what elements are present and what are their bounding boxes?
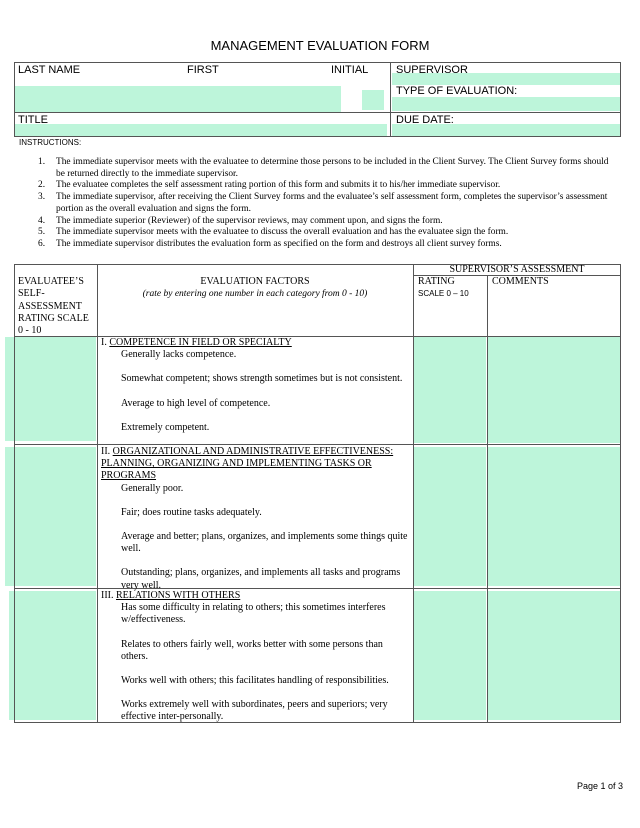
supervisors-assessment-header: SUPERVISOR’S ASSESSMENT [449,264,585,275]
last-name-label: LAST NAME [18,64,81,76]
evaluation-factors-header: EVALUATION FACTORS [200,276,310,287]
factor-option: Generally poor. [121,482,184,494]
rating-scale: SCALE 0 – 10 [418,289,469,298]
factor-option: Relates to others fairly well, works better with some persons than others. [121,638,383,662]
title-label: TITLE [18,114,48,126]
self-rating-cell-2[interactable] [5,447,96,586]
self-rating-cell-1[interactable] [5,337,96,441]
factor-heading: II. ORGANIZATIONAL AND ADMINISTRATIVE EFFECTIVENESS: PLANNING, ORGANIZING AND IMPLEMENTING TASKS OR PROGRAMS [101,446,394,482]
first-label: FIRST [187,64,219,76]
form-title: MANAGEMENT EVALUATION FORM [210,38,430,53]
factor-option: Fair; does routine tasks adequately. [121,506,262,518]
factor-option: Works well with others; this facilitates handling of responsibilities. [121,675,389,687]
factor-option: Works extremely well with subordinates, peers and superiors; very effective inter-personally. [121,699,388,723]
instruction-item: 1. The immediate supervisor meets with the evaluatee to determine those persons to be included in the Client Survey. The Client Survey forms should be returned directly to the immediate supervisor. [38,157,609,179]
instruction-item: 2. The evaluatee completes the self assessment rating portion of this form and submits it to his/her immediate supervisor. [38,180,501,191]
comments-cell-2[interactable] [488,447,621,586]
factor-organizational-effectiveness [101,446,411,592]
instruction-item: 3. The immediate supervisor, after receiving the Client Survey forms and the evaluatee’s self assessment form, completes the supervisor’s assessment portion as the overall evaluation and signs the form. [38,192,608,214]
self-assessment-header: EVALUATEE’S SELF-ASSESSMENT RATING SCALE 0 - 10 [18,276,89,337]
factor-option: Outstanding; plans, organizes, and implements all tasks and programs very well. [121,567,401,591]
name-field[interactable] [15,86,341,112]
type-of-evaluation-field[interactable] [392,97,620,111]
title-field[interactable] [15,124,387,136]
factor-heading: I. COMPETENCE IN FIELD OR SPECIALTY [101,337,292,348]
initial-field[interactable] [362,90,384,110]
rating-header: RATING [418,276,455,287]
supervisor-label: SUPERVISOR [396,64,468,76]
comments-header: COMMENTS [492,276,549,287]
initial-label: INITIAL [331,64,369,76]
due-date-label: DUE DATE: [396,114,454,126]
factor-competence [101,337,411,434]
supervisor-rating-cell-2[interactable] [414,447,486,586]
instruction-item: 4. The immediate superior (Reviewer) of the supervisor reviews, may comment upon, and signs the form. [38,215,443,226]
factor-option: Extremely competent. [121,421,210,433]
instruction-item: 5. The immediate supervisor meets with the evaluatee to discuss the overall evaluation and has the evaluatee sign the form. [38,227,509,238]
comments-cell-1[interactable] [488,337,621,443]
instruction-item: 6. The immediate supervisor distributes the evaluation form as specified on the form and destroys all client survey forms. [38,238,502,249]
factor-option: Average and better; plans, organizes, and implements some things quite well. [121,531,408,555]
factor-relations-with-others [101,590,411,724]
self-rating-cell-3[interactable] [9,591,96,720]
instructions-list [38,157,618,251]
evaluation-factors-note: (rate by entering one number in each category from 0 - 10) [142,289,368,299]
factor-heading: III. RELATIONS WITH OTHERS [101,590,241,601]
factor-option: Generally lacks competence. [121,349,237,361]
factor-option: Has some difficulty in relating to others; this sometimes interferes w/effectiveness. [121,602,386,626]
page-number: Page 1 of 3 [576,781,623,791]
factor-option: Average to high level of competence. [121,397,271,409]
comments-cell-3[interactable] [488,591,621,720]
supervisor-rating-cell-3[interactable] [414,591,486,720]
instructions-label: INSTRUCTIONS: [19,138,82,147]
factor-option: Somewhat competent; shows strength sometimes but is not consistent. [121,373,403,385]
supervisor-rating-cell-1[interactable] [414,337,486,443]
type-of-evaluation-label: TYPE OF EVALUATION: [396,85,518,97]
